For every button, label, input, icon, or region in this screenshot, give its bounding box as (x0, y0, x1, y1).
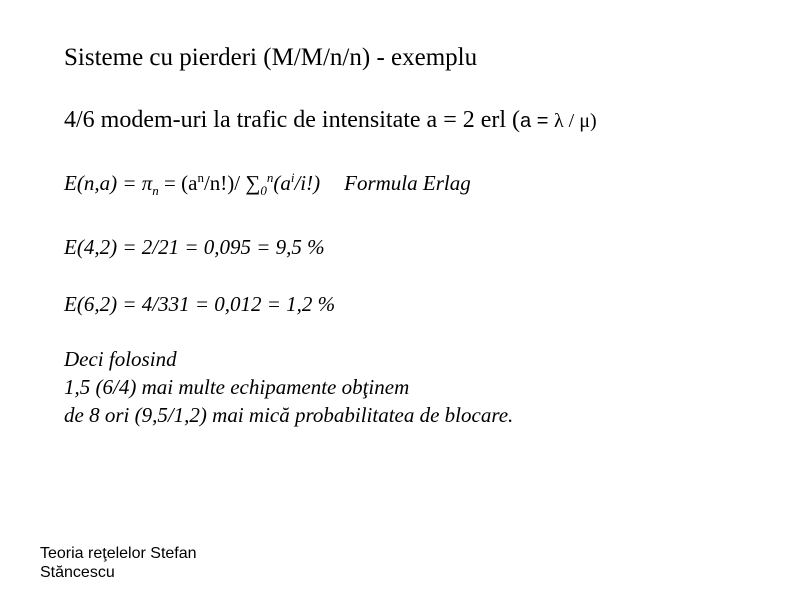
formula-label: Formula Erlag (344, 171, 471, 195)
conclusion-line-2: 1,5 (6/4) mai multe echipamente obţinem (64, 375, 410, 399)
conclusion-block (64, 345, 513, 429)
formula-sub-0: 0 (260, 183, 267, 199)
formula-sup-i: i (290, 170, 295, 185)
lambda-mu-ratio: λ / μ) (553, 110, 597, 132)
formula-fact-mid: /n (203, 171, 221, 195)
slide-footer (40, 544, 197, 582)
slide-title: Sisteme cu pierderi (M/M/n/n) - exemplu (64, 44, 478, 71)
footer-line-1: Teoria reţelelor Stefan (40, 545, 197, 562)
footer-line-2: Stăncescu (40, 564, 115, 581)
formula-sup-n: n (197, 170, 204, 185)
formula-lhs: E(n,a) = π (64, 171, 153, 195)
formula-i-fact: /i!) (294, 171, 321, 195)
conclusion-line-1: Deci folosind (64, 347, 177, 371)
result-e62: E(6,2) = 4/331 = 0,012 = 1,2 % (64, 292, 336, 316)
formula-paren-a: (a (273, 171, 291, 195)
formula-sup-n2: n (266, 170, 274, 185)
example-statement (64, 107, 597, 134)
result-e42: E(4,2) = 2/21 = 0,095 = 9,5 % (64, 235, 325, 259)
erlang-formula (64, 170, 471, 199)
formula-eq-open: = (a (158, 171, 198, 195)
intensity-symbol: a = (520, 110, 554, 132)
conclusion-line-3: de 8 ori (9,5/1,2) mai mică probabilitatea de blocare. (64, 403, 514, 427)
formula-close-div: )/ ∑ (227, 171, 261, 195)
formula-sub-n: n (152, 183, 159, 199)
formula-fact-sym: ! (220, 171, 228, 195)
example-text: 4/6 modem-uri la trafic de intensitate a = 2 erl ( (64, 107, 521, 133)
